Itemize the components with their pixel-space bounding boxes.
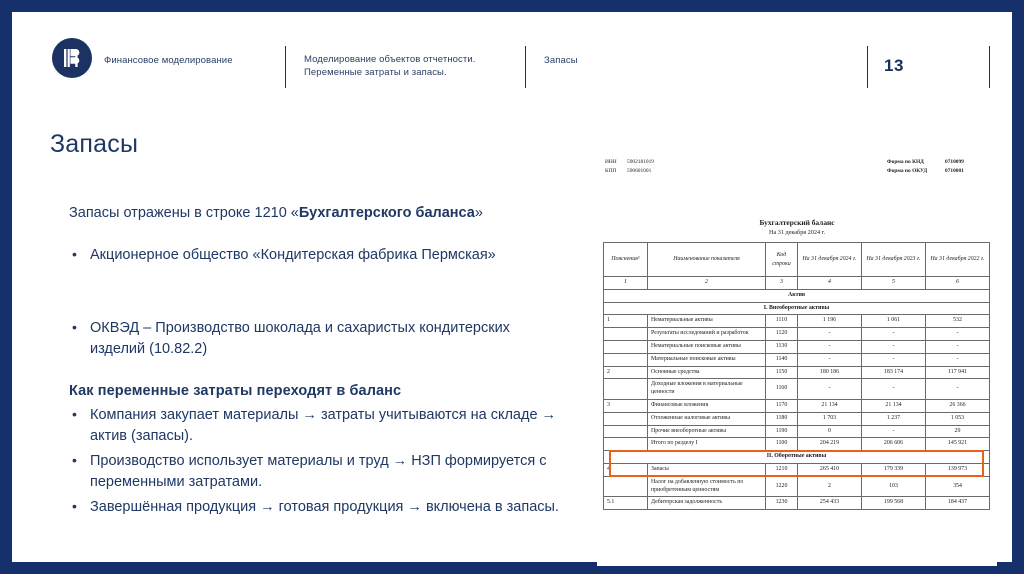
cell-value-2022: 532 — [926, 315, 990, 328]
cell-value-2023: 1 237 — [862, 412, 926, 425]
header-divider-1 — [285, 46, 286, 88]
slide-canvas — [12, 12, 1012, 562]
cell-explanations — [604, 328, 648, 341]
cell-indicator: Материальные поисковые активы — [648, 353, 766, 366]
col-header-2024: На 31 декабря 2024 г. — [798, 243, 862, 277]
cell-explanations: 5.1 — [604, 497, 648, 510]
col-num-6: 6 — [926, 277, 990, 290]
cell-indicator: Доходные вложения в материальные ценности — [648, 379, 766, 400]
header-divider-4 — [989, 46, 990, 88]
meta-kpp-key: КПП — [605, 168, 617, 174]
section-label-noncurrent: I. Внеоборотные активы — [604, 302, 990, 315]
header-course-label: Финансовое моделирование — [104, 55, 233, 66]
table-row — [604, 340, 990, 353]
cell-value-2022: 139 973 — [926, 463, 990, 476]
page-number: 13 — [884, 56, 905, 75]
cell-indicator: Налог на добавленную стоимость по приобретенным ценностям — [648, 476, 766, 497]
cell-value-2024: 180 186 — [798, 366, 862, 379]
cell-value-2024: 1 703 — [798, 412, 862, 425]
cell-code: 1230 — [766, 497, 798, 510]
table-row — [604, 366, 990, 379]
cell-explanations — [604, 412, 648, 425]
meta-kpp-value: 590601001 — [627, 168, 652, 174]
current-section-head — [604, 451, 990, 464]
section-label-current: II. Оборотные активы — [604, 451, 990, 464]
cell-indicator: Дебиторская задолженность — [648, 497, 766, 510]
section-subheading: Как переменные затраты переходят в баланс — [69, 383, 402, 399]
cell-indicator: Отложенные налоговые активы — [648, 412, 766, 425]
bullet-list-okved — [64, 318, 569, 364]
cell-value-2022: 1 053 — [926, 412, 990, 425]
cell-explanations — [604, 340, 648, 353]
cell-value-2024: 1 196 — [798, 315, 862, 328]
cell-value-2023: - — [862, 328, 926, 341]
cell-value-2023: - — [862, 340, 926, 353]
cell-value-2022: - — [926, 353, 990, 366]
table-row — [604, 476, 990, 497]
col-header-indicator: Наименование показателя — [648, 243, 766, 277]
cell-indicator: Нематериальные поисковые активы — [648, 340, 766, 353]
cell-value-2024: - — [798, 340, 862, 353]
page-title: Запасы — [50, 130, 139, 158]
cell-value-2022: - — [926, 328, 990, 341]
cell-value-2022: 354 — [926, 476, 990, 497]
cell-code: 1110 — [766, 315, 798, 328]
bullet-list-company — [64, 245, 569, 270]
cell-explanations: 3 — [604, 399, 648, 412]
hse-logo-icon — [52, 38, 92, 78]
col-header-2023: На 31 декабря 2023 г. — [862, 243, 926, 277]
meta-inn-value: 5902181019 — [627, 159, 654, 165]
cell-explanations — [604, 353, 648, 366]
cell-code: 1180 — [766, 412, 798, 425]
section-row-asset — [604, 289, 990, 302]
bullet-list-flow — [64, 405, 569, 522]
document-title: Бухгалтерский баланс — [759, 218, 835, 227]
cell-explanations — [604, 425, 648, 438]
cell-code: 1170 — [766, 399, 798, 412]
cell-value-2022: 29 — [926, 425, 990, 438]
table-row — [604, 497, 990, 510]
cell-code: 1140 — [766, 353, 798, 366]
cell-value-2022: 26 366 — [926, 399, 990, 412]
cell-code: 1130 — [766, 340, 798, 353]
list-item: • Производство использует материалы и труд → НЗП формируется с переменными затратами. — [64, 451, 569, 493]
cell-value-2024: 0 — [798, 425, 862, 438]
cell-explanations — [604, 379, 648, 400]
cell-value-2024: - — [798, 353, 862, 366]
meta-okud — [887, 167, 964, 176]
header-subtopic-label: Запасы — [544, 55, 578, 66]
cell-code: 1100 — [766, 438, 798, 451]
meta-knd-value: 0710099 — [945, 159, 964, 165]
meta-kpp — [605, 167, 654, 176]
cell-indicator: Основные средства — [648, 366, 766, 379]
cell-value-2024: - — [798, 379, 862, 400]
cell-value-2023: 179 339 — [862, 463, 926, 476]
slide-header — [12, 12, 1012, 88]
lead-text-before: Запасы отражены в строке 1210 « — [69, 205, 299, 221]
cell-value-2023: - — [862, 379, 926, 400]
document-date: На 31 декабря 2024 г. — [769, 229, 825, 236]
cell-explanations — [604, 476, 648, 497]
cell-explanations: 4 — [604, 463, 648, 476]
table-row — [604, 425, 990, 438]
meta-inn-key: ИНН — [605, 159, 617, 165]
current-rows — [604, 463, 990, 509]
table-row — [604, 328, 990, 341]
meta-okud-value: 0710001 — [945, 168, 964, 174]
section-row-current — [604, 451, 990, 464]
cell-value-2023: 199 568 — [862, 497, 926, 510]
table-row — [604, 412, 990, 425]
section-row-noncurrent — [604, 302, 990, 315]
list-item: • ОКВЭД – Производство шоколада и сахаристых кондитерских изделий (10.82.2) — [64, 318, 569, 360]
cell-code: 1210 — [766, 463, 798, 476]
cell-code: 1190 — [766, 425, 798, 438]
cell-indicator: Итого по разделу I — [648, 438, 766, 451]
noncurrent-rows — [604, 315, 990, 451]
cell-code: 1160 — [766, 379, 798, 400]
table-row — [604, 353, 990, 366]
col-header-explanations: Пояснения¹ — [604, 243, 648, 277]
cell-value-2024: 265 410 — [798, 463, 862, 476]
col-header-2022: На 31 декабря 2022 г. — [926, 243, 990, 277]
table-header-row — [604, 243, 990, 277]
cell-value-2022: - — [926, 379, 990, 400]
cell-explanations: 1 — [604, 315, 648, 328]
cell-value-2022: 117 941 — [926, 366, 990, 379]
cell-value-2022: 145 921 — [926, 438, 990, 451]
cell-code: 1220 — [766, 476, 798, 497]
table-row — [604, 399, 990, 412]
cell-indicator: Результаты исследований и разработок — [648, 328, 766, 341]
cell-value-2023: 183 174 — [862, 366, 926, 379]
col-header-code: Код строки — [766, 243, 798, 277]
cell-value-2024: 2 — [798, 476, 862, 497]
cell-value-2023: - — [862, 425, 926, 438]
table-row — [604, 379, 990, 400]
list-item: • Акционерное общество «Кондитерская фабрика Пермская» — [64, 245, 569, 266]
col-num-2: 2 — [648, 277, 766, 290]
header-divider-3 — [867, 46, 868, 88]
cell-value-2024: 21 134 — [798, 399, 862, 412]
meta-okud-key: Форма по ОКУД — [887, 168, 928, 174]
list-item: • Завершённая продукция → готовая продукция → включена в запасы. — [64, 497, 569, 518]
list-item: • Компания закупает материалы → затраты учитываются на складе → актив (запасы). — [64, 405, 569, 447]
cell-value-2023: 1 061 — [862, 315, 926, 328]
table-row — [604, 315, 990, 328]
table-row — [604, 463, 990, 476]
balance-sheet-body — [604, 243, 990, 315]
cell-indicator: Финансовые вложения — [648, 399, 766, 412]
col-num-5: 5 — [862, 277, 926, 290]
header-divider-2 — [525, 46, 526, 88]
document-meta-right — [887, 158, 964, 176]
lead-text-bold: Бухгалтерского баланса — [298, 205, 475, 221]
header-topic-label: Моделирование объектов отчетности. Переменные затраты и запасы. — [304, 54, 476, 78]
col-num-1: 1 — [604, 277, 648, 290]
cell-value-2022: - — [926, 340, 990, 353]
cell-value-2023: 21 134 — [862, 399, 926, 412]
cell-value-2023: 103 — [862, 476, 926, 497]
cell-value-2024: 254 433 — [798, 497, 862, 510]
cell-value-2024: - — [798, 328, 862, 341]
cell-code: 1150 — [766, 366, 798, 379]
balance-sheet-table — [603, 242, 990, 510]
table-row — [604, 438, 990, 451]
cell-code: 1120 — [766, 328, 798, 341]
cell-indicator: Нематериальные активы — [648, 315, 766, 328]
balance-sheet-document — [597, 148, 997, 566]
section-label-asset: Актив — [604, 289, 990, 302]
cell-indicator: Запасы — [648, 463, 766, 476]
document-meta-left — [605, 158, 654, 176]
col-num-4: 4 — [798, 277, 862, 290]
cell-explanations — [604, 438, 648, 451]
lead-paragraph — [69, 204, 569, 223]
cell-value-2023: 206 606 — [862, 438, 926, 451]
table-column-number-row — [604, 277, 990, 290]
meta-knd — [887, 158, 964, 167]
cell-value-2023: - — [862, 353, 926, 366]
cell-value-2024: 204 219 — [798, 438, 862, 451]
col-num-3: 3 — [766, 277, 798, 290]
cell-explanations: 2 — [604, 366, 648, 379]
cell-value-2022: 184 437 — [926, 497, 990, 510]
meta-knd-key: Форма по КНД — [887, 159, 924, 165]
meta-inn — [605, 158, 654, 167]
lead-text-after: » — [474, 205, 483, 221]
cell-indicator: Прочие внеоборотные активы — [648, 425, 766, 438]
